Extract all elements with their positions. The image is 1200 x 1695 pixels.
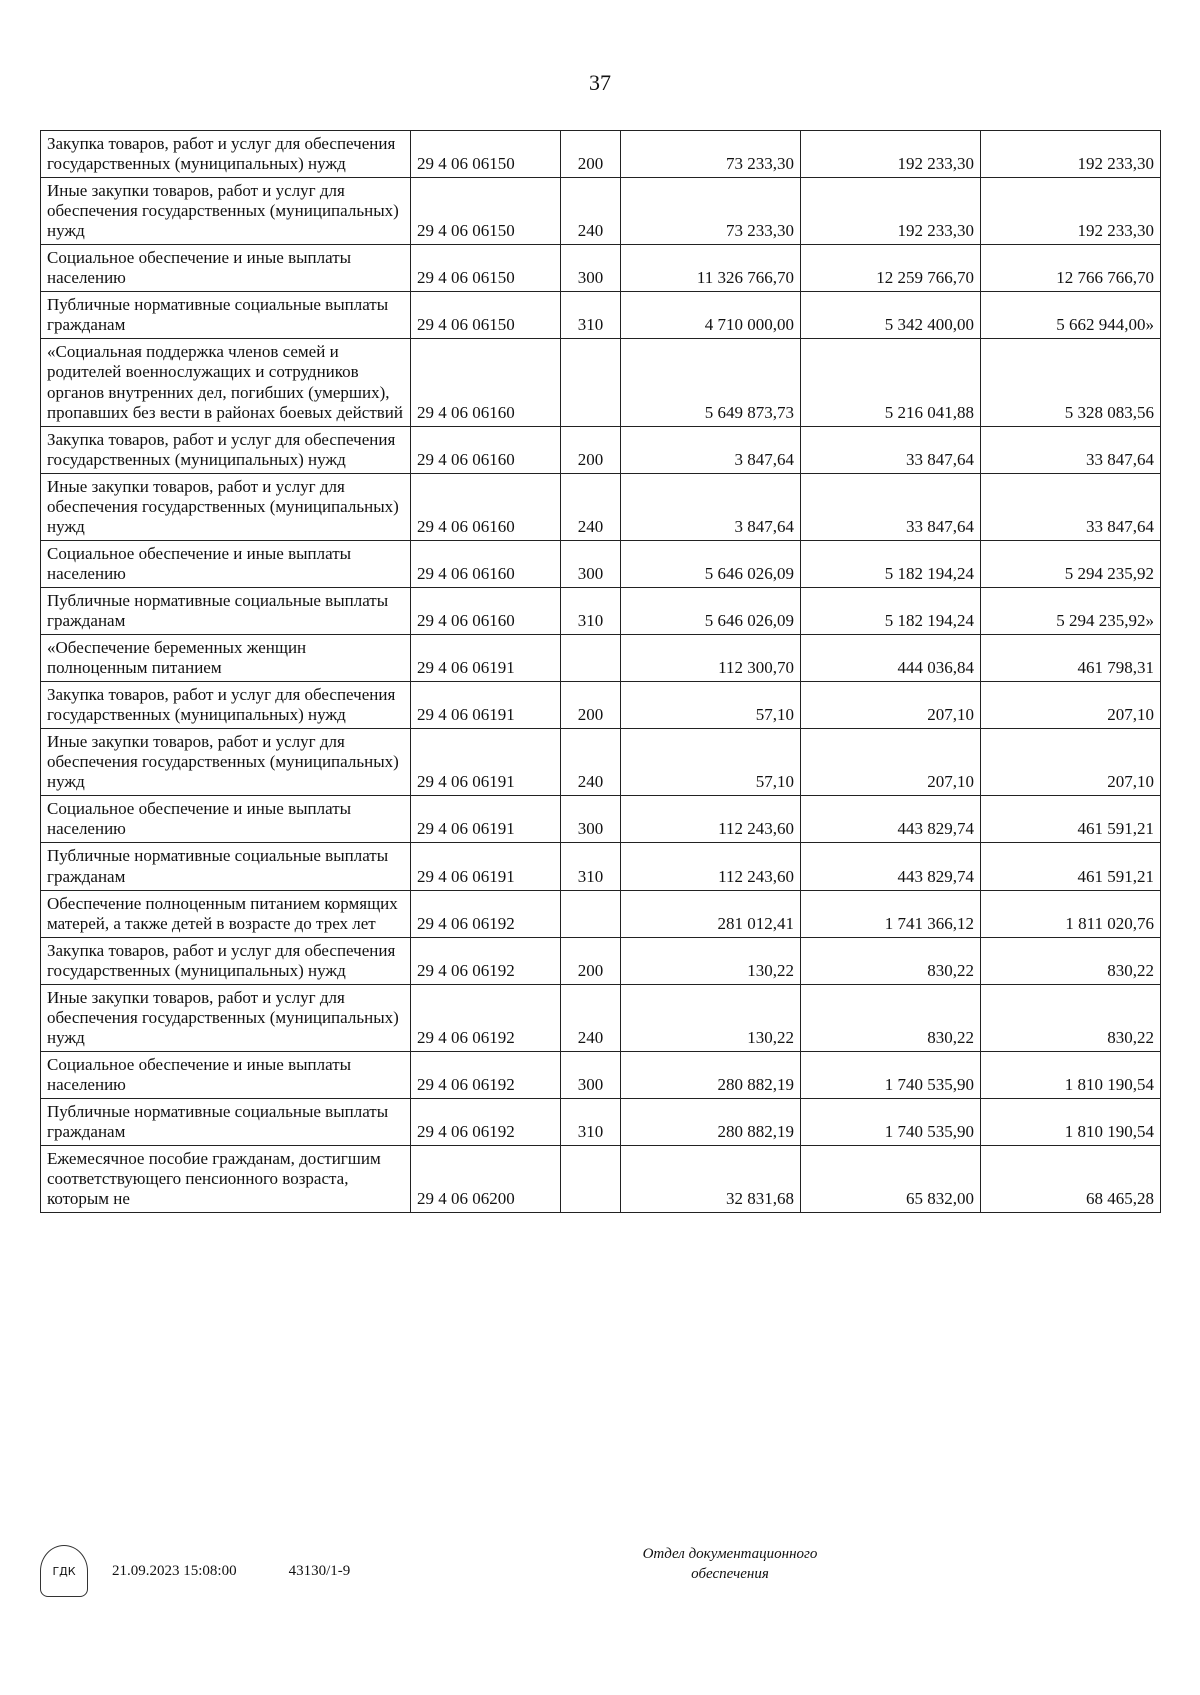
table-row: [41, 1051, 1161, 1098]
row-expense-type: 200: [561, 682, 621, 729]
row-amount-1: 3 847,64: [621, 426, 801, 473]
row-amount-2: 207,10: [801, 729, 981, 796]
row-description: Иные закупки товаров, работ и услуг для обеспечения государственных (муниципальных) нужд: [41, 473, 411, 540]
row-amount-1: 280 882,19: [621, 1051, 801, 1098]
row-target-code: 29 4 06 06160: [411, 473, 561, 540]
budget-table-body: [41, 131, 1161, 1213]
row-expense-type: 310: [561, 587, 621, 634]
row-expense-type: 240: [561, 729, 621, 796]
table-row: [41, 729, 1161, 796]
row-amount-2: 444 036,84: [801, 635, 981, 682]
row-description: Публичные нормативные социальные выплаты гражданам: [41, 843, 411, 890]
row-amount-2: 65 832,00: [801, 1146, 981, 1213]
row-amount-3: 1 810 190,54: [981, 1098, 1161, 1145]
department-line-1: Отдел документационного: [642, 1546, 818, 1562]
row-amount-1: 5 646 026,09: [621, 587, 801, 634]
row-amount-1: 3 847,64: [621, 473, 801, 540]
department-stamp: [600, 1545, 860, 1584]
row-amount-2: 192 233,30: [801, 131, 981, 178]
row-amount-1: 280 882,19: [621, 1098, 801, 1145]
row-amount-3: 830,22: [981, 984, 1161, 1051]
row-description: Закупка товаров, работ и услуг для обеспечения государственных (муниципальных) нужд: [41, 426, 411, 473]
table-row: [41, 1098, 1161, 1145]
page-number: 37: [589, 70, 611, 95]
row-amount-2: 33 847,64: [801, 473, 981, 540]
table-row: [41, 937, 1161, 984]
row-amount-1: 5 646 026,09: [621, 540, 801, 587]
row-amount-2: 1 741 366,12: [801, 890, 981, 937]
row-description: Обеспечение полноценным питанием кормящих матерей, а также детей в возрасте до трех лет: [41, 890, 411, 937]
row-target-code: 29 4 06 06191: [411, 843, 561, 890]
row-expense-type: 240: [561, 178, 621, 245]
row-amount-1: 112 243,60: [621, 796, 801, 843]
row-target-code: 29 4 06 06150: [411, 292, 561, 339]
table-row: [41, 540, 1161, 587]
row-amount-2: 830,22: [801, 937, 981, 984]
row-expense-type: 240: [561, 984, 621, 1051]
row-amount-3: 461 798,31: [981, 635, 1161, 682]
row-target-code: 29 4 06 06160: [411, 587, 561, 634]
row-amount-1: 5 649 873,73: [621, 339, 801, 426]
row-expense-type: 310: [561, 292, 621, 339]
row-target-code: 29 4 06 06192: [411, 890, 561, 937]
row-amount-1: 11 326 766,70: [621, 245, 801, 292]
row-amount-3: 207,10: [981, 729, 1161, 796]
row-expense-type: 300: [561, 796, 621, 843]
row-description: Социальное обеспечение и иные выплаты населению: [41, 540, 411, 587]
table-row: [41, 587, 1161, 634]
row-amount-1: 57,10: [621, 682, 801, 729]
emblem-stamp-icon: [40, 1545, 88, 1597]
row-amount-2: 443 829,74: [801, 796, 981, 843]
row-amount-3: 5 294 235,92»: [981, 587, 1161, 634]
row-expense-type: [561, 890, 621, 937]
row-amount-3: 5 294 235,92: [981, 540, 1161, 587]
table-row: [41, 635, 1161, 682]
row-target-code: 29 4 06 06160: [411, 540, 561, 587]
row-description: Публичные нормативные социальные выплаты гражданам: [41, 1098, 411, 1145]
row-target-code: 29 4 06 06191: [411, 796, 561, 843]
row-expense-type: 200: [561, 937, 621, 984]
row-expense-type: 200: [561, 131, 621, 178]
row-expense-type: 310: [561, 843, 621, 890]
row-amount-2: 5 182 194,24: [801, 587, 981, 634]
row-amount-3: 830,22: [981, 937, 1161, 984]
row-amount-3: 1 810 190,54: [981, 1051, 1161, 1098]
row-amount-1: 73 233,30: [621, 131, 801, 178]
row-target-code: 29 4 06 06150: [411, 178, 561, 245]
table-row: [41, 796, 1161, 843]
row-target-code: 29 4 06 06191: [411, 729, 561, 796]
row-expense-type: 300: [561, 540, 621, 587]
row-amount-1: 73 233,30: [621, 178, 801, 245]
row-amount-2: 1 740 535,90: [801, 1051, 981, 1098]
row-amount-3: 192 233,30: [981, 131, 1161, 178]
table-row: [41, 426, 1161, 473]
row-description: Социальное обеспечение и иные выплаты населению: [41, 796, 411, 843]
row-amount-2: 5 342 400,00: [801, 292, 981, 339]
table-row: [41, 131, 1161, 178]
row-description: Ежемесячное пособие гражданам, достигшим соответствующего пенсионного возраста, которым не: [41, 1146, 411, 1213]
row-amount-3: 207,10: [981, 682, 1161, 729]
department-line-2: обеспечения: [691, 1565, 769, 1582]
table-row: [41, 178, 1161, 245]
row-amount-3: 461 591,21: [981, 796, 1161, 843]
table-row: [41, 292, 1161, 339]
row-amount-1: 57,10: [621, 729, 801, 796]
row-amount-2: 443 829,74: [801, 843, 981, 890]
row-expense-type: 310: [561, 1098, 621, 1145]
row-target-code: 29 4 06 06150: [411, 131, 561, 178]
row-amount-3: 5 662 944,00»: [981, 292, 1161, 339]
row-expense-type: [561, 635, 621, 682]
row-description: «Обеспечение беременных женщин полноценным питанием: [41, 635, 411, 682]
table-row: [41, 473, 1161, 540]
row-amount-2: 830,22: [801, 984, 981, 1051]
row-description: Публичные нормативные социальные выплаты гражданам: [41, 292, 411, 339]
row-description: Публичные нормативные социальные выплаты гражданам: [41, 587, 411, 634]
row-target-code: 29 4 06 06192: [411, 937, 561, 984]
table-row: [41, 1146, 1161, 1213]
row-description: Иные закупки товаров, работ и услуг для обеспечения государственных (муниципальных) нужд: [41, 729, 411, 796]
row-expense-type: [561, 1146, 621, 1213]
row-target-code: 29 4 06 06192: [411, 1051, 561, 1098]
row-amount-1: 112 300,70: [621, 635, 801, 682]
row-target-code: 29 4 06 06160: [411, 339, 561, 426]
row-description: Социальное обеспечение и иные выплаты населению: [41, 245, 411, 292]
row-amount-2: 33 847,64: [801, 426, 981, 473]
row-amount-2: 5 182 194,24: [801, 540, 981, 587]
row-expense-type: 200: [561, 426, 621, 473]
row-description: Иные закупки товаров, работ и услуг для обеспечения государственных (муниципальных) нужд: [41, 984, 411, 1051]
row-amount-3: 33 847,64: [981, 426, 1161, 473]
budget-table-wrapper: [40, 130, 1160, 1213]
row-description: Закупка товаров, работ и услуг для обеспечения государственных (муниципальных) нужд: [41, 682, 411, 729]
row-amount-2: 207,10: [801, 682, 981, 729]
row-expense-type: 300: [561, 245, 621, 292]
row-expense-type: 240: [561, 473, 621, 540]
table-row: [41, 984, 1161, 1051]
stamp-text: ГДК: [52, 1564, 76, 1578]
row-amount-1: 4 710 000,00: [621, 292, 801, 339]
row-amount-2: 192 233,30: [801, 178, 981, 245]
table-row: [41, 843, 1161, 890]
row-target-code: 29 4 06 06192: [411, 984, 561, 1051]
table-row: [41, 682, 1161, 729]
row-target-code: 29 4 06 06192: [411, 1098, 561, 1145]
table-row: [41, 245, 1161, 292]
budget-table: [40, 130, 1161, 1213]
row-amount-1: 32 831,68: [621, 1146, 801, 1213]
row-target-code: 29 4 06 06191: [411, 635, 561, 682]
row-amount-1: 281 012,41: [621, 890, 801, 937]
row-amount-1: 112 243,60: [621, 843, 801, 890]
row-amount-1: 130,22: [621, 984, 801, 1051]
row-amount-2: 1 740 535,90: [801, 1098, 981, 1145]
table-row: [41, 890, 1161, 937]
row-amount-3: 1 811 020,76: [981, 890, 1161, 937]
row-amount-3: 68 465,28: [981, 1146, 1161, 1213]
row-amount-3: 12 766 766,70: [981, 245, 1161, 292]
row-amount-3: 5 328 083,56: [981, 339, 1161, 426]
row-target-code: 29 4 06 06200: [411, 1146, 561, 1213]
table-row: [41, 339, 1161, 426]
row-amount-2: 12 259 766,70: [801, 245, 981, 292]
row-amount-1: 130,22: [621, 937, 801, 984]
row-expense-type: [561, 339, 621, 426]
row-target-code: 29 4 06 06160: [411, 426, 561, 473]
row-description: Иные закупки товаров, работ и услуг для обеспечения государственных (муниципальных) нужд: [41, 178, 411, 245]
row-amount-2: 5 216 041,88: [801, 339, 981, 426]
row-target-code: 29 4 06 06150: [411, 245, 561, 292]
row-description: Закупка товаров, работ и услуг для обеспечения государственных (муниципальных) нужд: [41, 131, 411, 178]
footer-left: [40, 1545, 350, 1597]
row-expense-type: 300: [561, 1051, 621, 1098]
footer-doc-code: 43130/1-9: [288, 1562, 351, 1579]
row-amount-3: 461 591,21: [981, 843, 1161, 890]
row-description: «Социальная поддержка членов семей и родителей военнослужащих и сотрудников органов внутренних дел, погибших (умерших), пропавших без вести в районах боевых действий: [41, 339, 411, 426]
row-amount-3: 192 233,30: [981, 178, 1161, 245]
footer-datetime: 21.09.2023 15:08:00: [112, 1562, 237, 1579]
row-description: Закупка товаров, работ и услуг для обеспечения государственных (муниципальных) нужд: [41, 937, 411, 984]
row-amount-3: 33 847,64: [981, 473, 1161, 540]
row-description: Социальное обеспечение и иные выплаты населению: [41, 1051, 411, 1098]
row-target-code: 29 4 06 06191: [411, 682, 561, 729]
